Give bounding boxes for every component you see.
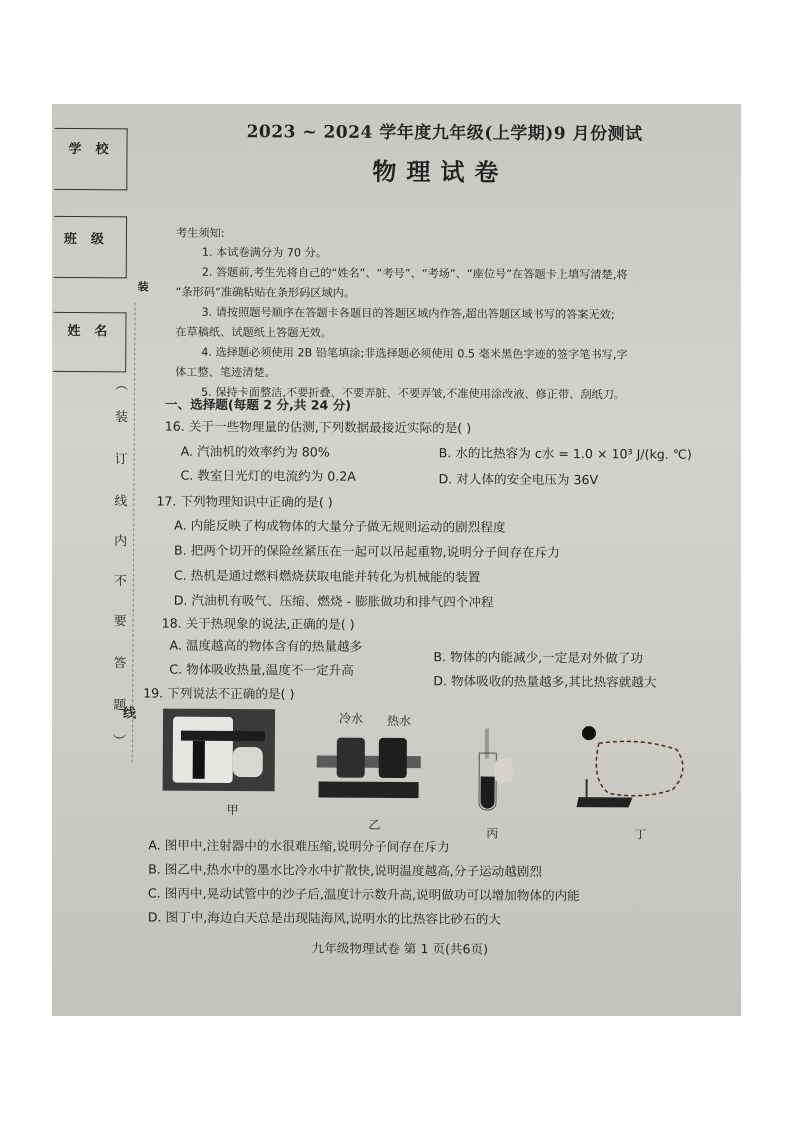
q16-option-c: C. 教室日光灯的电流约为 0.2A — [180, 467, 356, 484]
notice-line-2: 2. 答题前,考生先将自己的“姓名”、“考号”、“考场”、“座位号”在答题卡上填写清楚,将 — [201, 265, 628, 282]
q18-option-c: C. 物体吸收热量,温度不一定升高 — [169, 661, 354, 678]
binding-mark-xian: 线 — [123, 706, 137, 722]
binding-char-7: 答 — [113, 656, 127, 672]
notice-line-5: 在草稿纸、试题纸上答题无效。 — [175, 325, 333, 340]
school-label: 学校 — [68, 141, 123, 158]
q19-option-d: D. 图丁中,海边白天总是出现陆海风,说明水的比热容比砂石的大 — [147, 909, 502, 927]
bracket-open: ︵ — [115, 378, 129, 394]
q17-option-b: B. 把两个切开的保险丝紧压在一起可以吊起重物,说明分子间存在斥力 — [174, 542, 560, 560]
q17-option-d: D. 汽油机有吸气、压缩、燃烧 - 膨胀做功和排气四个冲程 — [173, 592, 494, 610]
figure-yi-label: 乙 — [368, 817, 381, 832]
notice-heading: 考生须知: — [175, 226, 225, 240]
class-label: 班级 — [63, 231, 119, 248]
q19-stem: 19. 下列说法不正确的是( ) — [143, 685, 295, 702]
notice-line-4: 3. 请按照题号顺序在答题卡各题目的答题区域内作答,超出答题区域书写的答案无效; — [201, 305, 615, 322]
binding-char-1: 装 — [114, 410, 128, 426]
q16-option-b: B. 水的比热容为 c水 = 1.0 × 10³ J/(kg. ℃) — [438, 445, 692, 462]
binding-char-4: 内 — [114, 534, 128, 550]
notice-line-1: 1. 本试卷满分为 70 分。 — [201, 245, 328, 260]
figure-yi-image — [317, 736, 421, 803]
figure-jia-image — [163, 709, 275, 792]
section-title: 一、选择题(每题 2 分,共 24 分) — [164, 396, 352, 413]
q18-stem: 18. 关于热现象的说法,正确的是( ) — [161, 615, 355, 632]
q18-option-a: A. 温度越高的物体含有的热量越多 — [169, 637, 363, 654]
figure-bing-label: 丙 — [486, 826, 499, 841]
q16-stem: 16. 关于一些物理量的估测,下列数据最接近实际的是( ) — [164, 418, 472, 436]
notice-line-7: 体工整、笔迹清楚。 — [175, 365, 276, 380]
binding-char-6: 要 — [113, 614, 127, 630]
q17-stem: 17. 下列物理知识中正确的是( ) — [156, 493, 333, 510]
notice-line-8: 5. 保持卡面整洁,不要折叠、不要弄脏、不要弄皱,不准使用涂改液、修正带、刮纸刀。 — [200, 385, 626, 402]
q19-option-b: B. 图乙中,热水中的墨水比冷水中扩散快,说明温度越高,分子运动越剧烈 — [148, 861, 543, 879]
exam-photo — [52, 104, 741, 1016]
q16-option-d: D. 对人体的安全电压为 36V — [438, 471, 599, 488]
figure-ding-image — [572, 719, 693, 816]
q18-option-b: B. 物体的内能减少,一定是对外做了功 — [433, 649, 644, 666]
q17-option-a: A. 内能反映了构成物体的大量分子做无规则运动的剧烈程度 — [174, 517, 506, 535]
exam-page — [52, 104, 741, 1016]
cold-water-label: 冷水 — [338, 711, 364, 726]
figure-bing-image — [470, 728, 515, 812]
exam-title: 2023 ~ 2024 学年度九年级(上学期)9 月份测试 — [246, 122, 643, 145]
page-footer: 九年级物理试卷 第 1 页(共6页) — [311, 940, 489, 957]
bracket-close: ︶ — [112, 734, 126, 750]
binding-char-2: 订 — [114, 452, 128, 468]
paper-title: 物理试卷 — [372, 156, 509, 187]
notice-line-6: 4. 选择题必须使用 2B 铅笔填涂;非选择题必须使用 0.5 毫米黑色字迹的签字笔书写,字 — [201, 345, 628, 362]
q17-option-c: C. 热机是通过燃料燃烧获取电能并转化为机械能的装置 — [173, 567, 481, 585]
q18-option-d: D. 物体吸收的热量越多,其比热容就越大 — [433, 673, 657, 690]
notice-line-3: “条形码”准确粘贴在条形码区域内。 — [175, 285, 356, 300]
figure-jia-label: 甲 — [226, 802, 239, 818]
binding-char-8: 题 — [113, 698, 127, 714]
binding-line — [132, 302, 137, 762]
binding-mark-zhuang: 装 — [137, 280, 149, 294]
binding-char-5: 不 — [113, 574, 127, 590]
binding-char-3: 线 — [114, 494, 128, 510]
q16-option-a: A. 汽油机的效率约为 80% — [180, 443, 330, 460]
hot-water-label: 热水 — [386, 713, 412, 729]
q19-option-a: A. 图甲中,注射器中的水很难压缩,说明分子间存在斥力 — [148, 837, 450, 855]
name-label: 姓名 — [67, 323, 122, 340]
figure-ding-label: 丁 — [634, 827, 647, 842]
q19-option-c: C. 图丙中,晃动试管中的沙子后,温度计示数升高,说明做功可以增加物体的内能 — [147, 885, 580, 904]
